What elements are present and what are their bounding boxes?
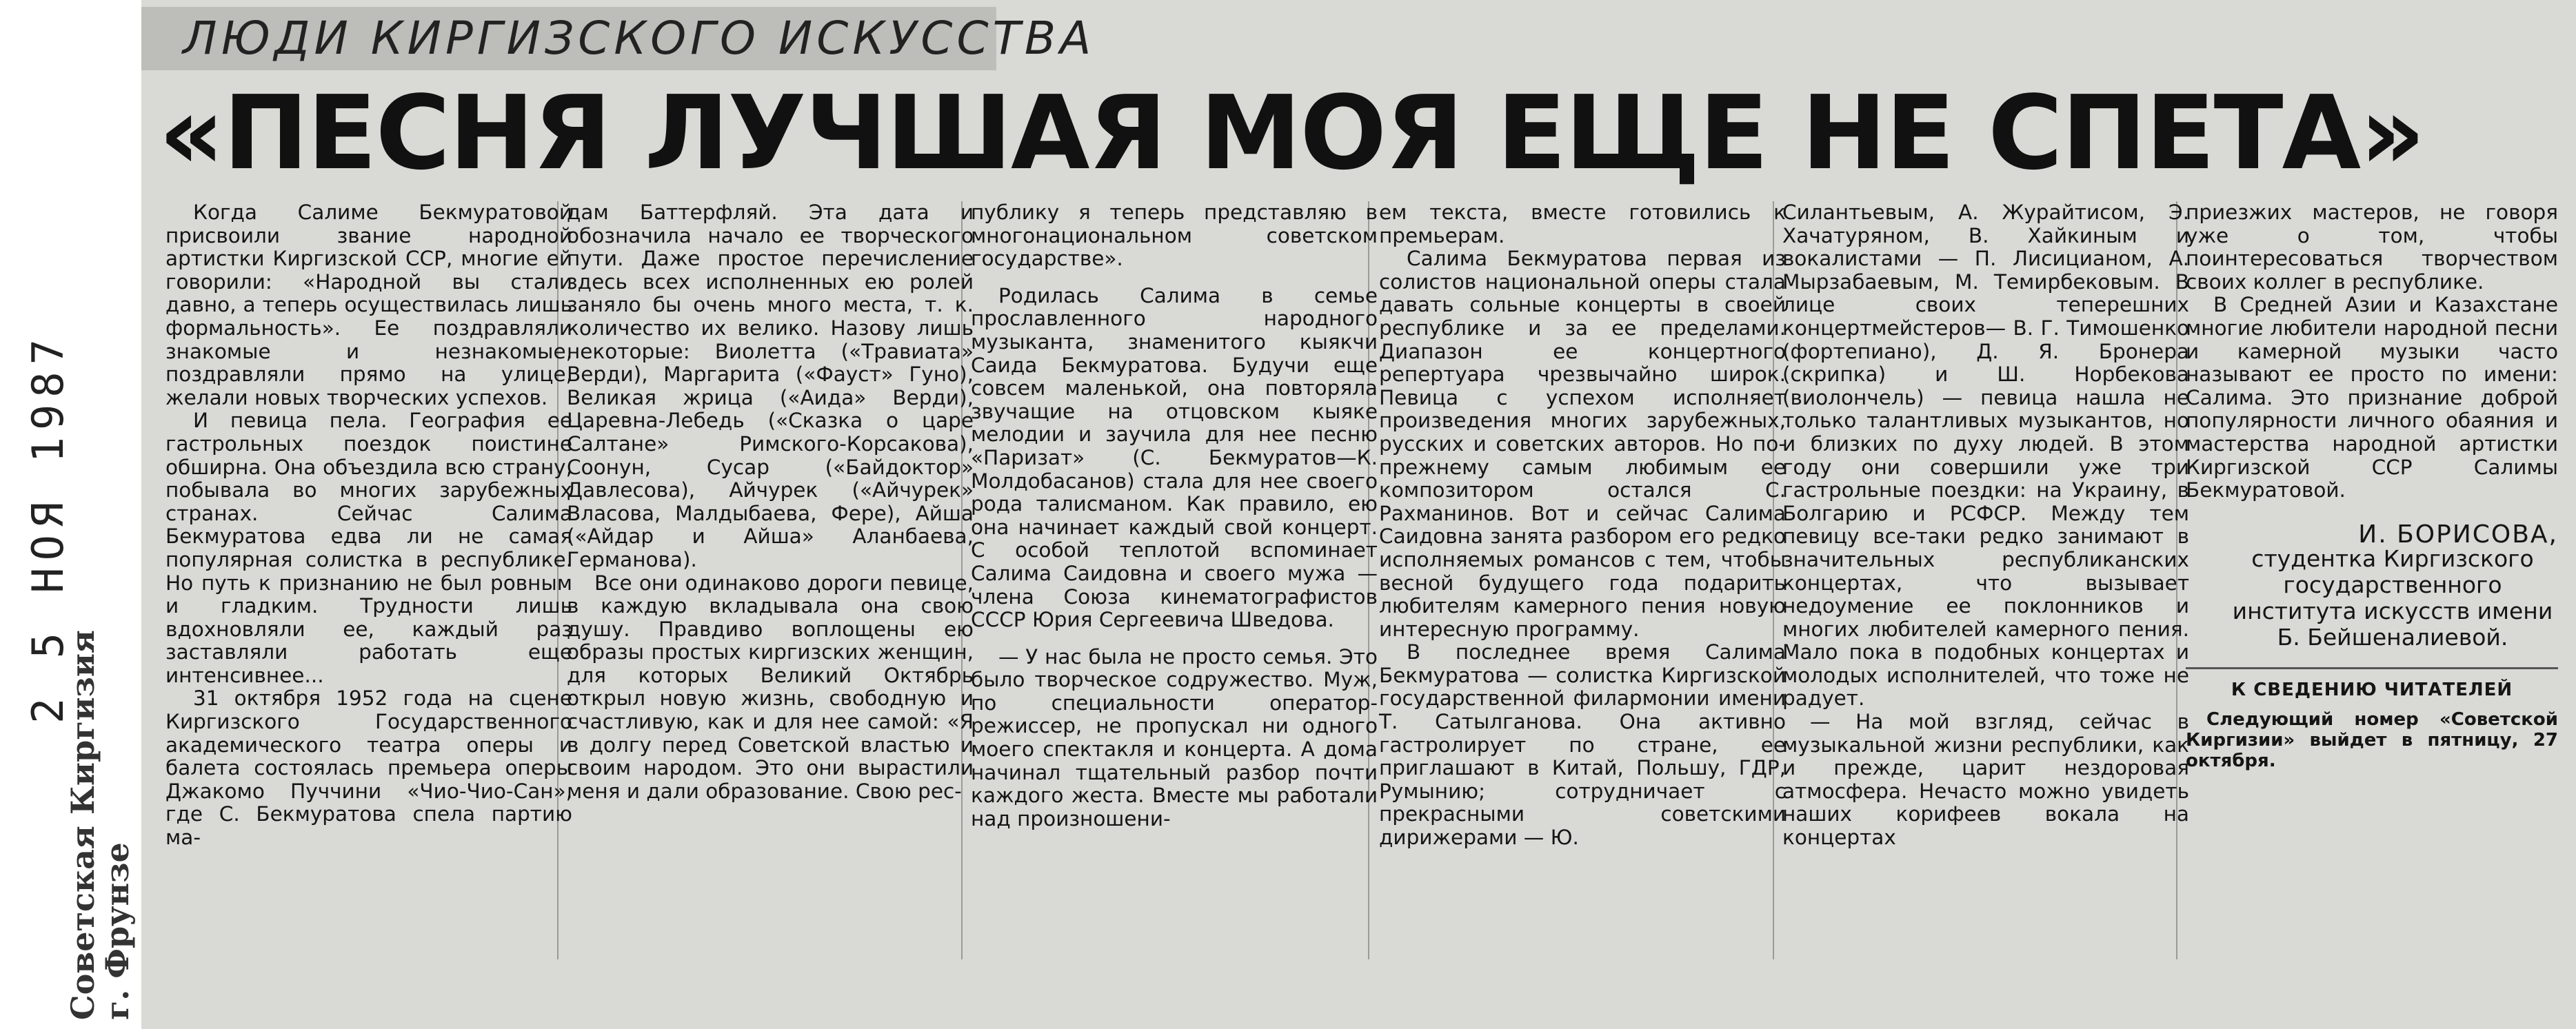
reader-notice bbox=[2186, 667, 2558, 771]
notice-text: Следующий номер «Советской Киргизии» выйдет в пятницу, 27 октября. bbox=[2186, 709, 2558, 771]
author-description: студентка Киргизского государственного института искусств имени Б. Бейшеналиевой. bbox=[2232, 545, 2553, 651]
paragraph: дам Баттерфляй. Эта дата и обозначила начало ее творческого пути. Даже простое перечисление здесь всех исполненных ею ролей заняло бы очень много места, т. к. количество их велико. Назову лишь некоторые: Виолетта («Травиата» Верди), Маргарита («Фауст» Гуно), Великая жрица («Аида» Верди), Царевна-Лебедь («Сказка о царе Салтане» Римского-Корсакова), Соонун, Сусар («Байдоктор» Давлесова), Айчурек («Айчурек» Власова, Малдыбаева, Фере), Айша («Айдар и Айша» Аланбаева, Германова). bbox=[567, 201, 974, 571]
paragraph: И певица пела. География ее гастрольных поездок поистине обширна. Она объездила всю страну, побывала во многих зарубежных странах. Сейчас Салима Бекмуратова едва ли не самая популярная солистка в республике. Но путь к признанию не был ровным и гладким. Трудности лишь вдохновляли ее, каждый раз заставляли работать еще интенсивнее... bbox=[165, 409, 572, 687]
paragraph: Когда Салиме Бекмуратовой присвоили звание народной артистки Киргизской ССР, многие ей говорили: «Народной вы стали давно, а теперь осуществилась лишь формальность». Ее поздравляли знакомые и незнакомые, поздравляли прямо на улице, желали новых творческих успехов. bbox=[165, 201, 572, 409]
article-column-3 bbox=[971, 201, 1378, 994]
rubric: ЛЮДИ КИРГИЗСКОГО ИСКУССТВА bbox=[141, 7, 996, 70]
article-column-4 bbox=[1379, 201, 1786, 994]
paragraph: 31 октября 1952 года на сцене Киргизского Государственного академического театра оперы и балета состоялась премьера оперы Джакомо Пуччини «Чио-Чио-Сан», где С. Бекмуратова спела партию ма- bbox=[165, 686, 572, 850]
paragraph: ем текста, вместе готовились к премьерам. bbox=[1379, 201, 1786, 247]
paragraph: В Средней Азии и Казахстане многие любители народной песни и камерной музыки часто называют ее просто по имени: Салима. Это признание доброй популярности личного обаяния и мастерства народной артистки Киргизской ССР Салимы Бекмуратовой. bbox=[2186, 293, 2558, 502]
paragraph: — У нас была не просто семья. Это было творческое содружество. Муж, по специальности оператор-режиссер, не пропускал ни одного моего спектакля и концерта. А дома начинал тщательный разбор почти каждого жеста. Вместе мы работали над произношени- bbox=[971, 644, 1378, 831]
paragraph: Силантьевым, А. Журайтисом, Э. Хачатуряном, В. Хайкиным и вокалистами — П. Лисицианом, А. Мырзабаевым, М. Темирбековым. В лице своих теперешних концертмейстеров— В. Г. Тимошенко (фортепиано), Д. Я. Бронера (скрипка) и Ш. Норбекова (виолончель) — певица нашла не только талантливых музыкантов, но и близких по духу людей. В этом году они совершили уже три гастрольные поездки: на Украину, в Болгарию и РСФСР. Между тем певицу все-таки редко занимают в значительных республиканских концертах, что вызывает недоумение ее поклонников и многих любителей камерного пения. Мало пока в подобных концертах и молодых исполнителей, что тоже не радует. bbox=[1782, 201, 2189, 711]
paragraph: Салима Бекмуратова первая из солистов национальной оперы стала давать сольные концерты в своей республике и за ее пределами. Диапазон ее концертного репертуара чрезвычайно широк. Певица с успехом исполняет произведения многих зарубежных, русских и советских авторов. Но по-прежнему самым любимым ее композитором остался С. Рахманинов. Вот и сейчас Салима Саидовна занята разбором его редко исполняемых романсов с тем, чтобы весной будущего года подарить любителям камерного пения новую интересную программу. bbox=[1379, 247, 1786, 641]
article-column-5 bbox=[1782, 201, 2189, 994]
article-column-1 bbox=[165, 201, 572, 994]
article-column-2 bbox=[567, 201, 974, 994]
paragraph: В последнее время Салима Бекмуратова — солистка Киргизской государственной филармонии имени Т. Сатылганова. Она активно гастролирует по стране, ее приглашают в Китай, Польшу, ГДР, Румынию; сотрудничает с прекрасными советскими дирижерами — Ю. bbox=[1379, 640, 1786, 850]
article-column-6 bbox=[2186, 201, 2558, 994]
source-paper-name: Советская Киргизия bbox=[64, 630, 101, 1020]
headline: «ПЕСНЯ ЛУЧШАЯ МОЯ ЕЩЕ НЕ СПЕТА» bbox=[159, 74, 2424, 192]
author-name: И. БОРИСОВА, bbox=[2358, 520, 2558, 549]
date-stamp: 2 5 НОЯ 1987 bbox=[23, 332, 73, 724]
source-city: г. Фрунзе bbox=[99, 842, 136, 1020]
notice-title: К СВЕДЕНИЮ ЧИТАТЕЛЕЙ bbox=[2231, 680, 2513, 701]
paragraph: приезжих мастеров, не говоря уже о том, чтобы поинтересоваться творчеством своих коллег в республике. bbox=[2186, 201, 2558, 294]
paragraph: Все они одинаково дороги певице, в каждую вкладывала она свою душу. Правдиво воплощены ею образы простых киргизских женщин, для которых Великий Октябрь открыл новую жизнь, свободную и счастливую, как и для нее самой: «Я в долгу перед Советской властью и своим народом. Это они вырастили меня и дали образование. Свою рес- bbox=[567, 571, 974, 803]
paragraph: Родилась Салима в семье прославленного народного музыканта, знаменитого кыякчи Саида Бекмуратова. Будучи еще совсем маленькой, она повторяла звучащие на отцовском кыяке мелодии и заучила для нее песню «Паризат» (С. Бекмуратов—К. Молдобасанов) стала для нее своего рода талисманом. Как правило, ею она начинает каждый свой концерт. С особой теплотой вспоминает Салима Саидовна и своего мужа — члена Союза кинематографистов СССР Юрия Сергеевича Шведова. bbox=[971, 283, 1378, 632]
paragraph: — На мой взгляд, сейчас в музыкальной жизни республики, как и прежде, царит нездоровая атмосфера. Нечасто можно увидеть наших корифеев вокала на концертах bbox=[1782, 710, 2189, 850]
paragraph: публику я теперь представляю в многонациональном советском государстве». bbox=[971, 201, 1378, 271]
